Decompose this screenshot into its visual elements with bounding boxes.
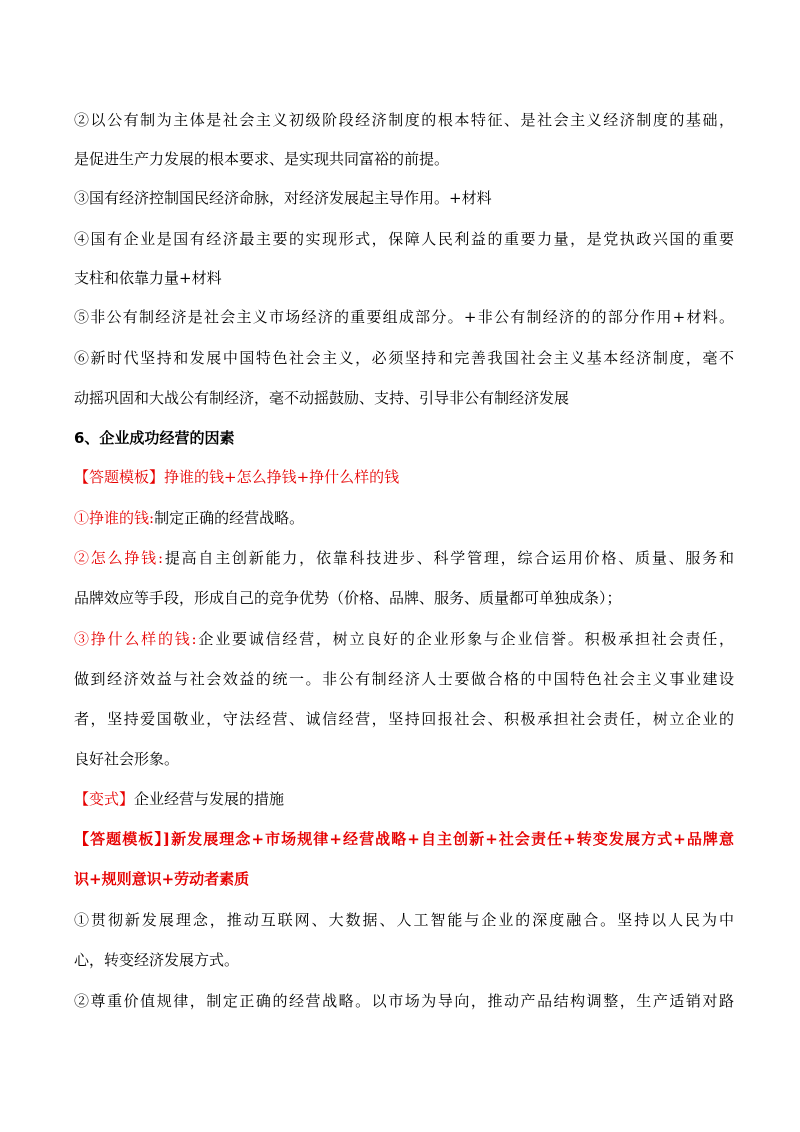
paragraph-4-line-1: ④国有企业是国有经济最主要的实现形式，保障人民利益的重要力量，是党执政兴国的重要 — [74, 230, 734, 248]
variant-line — [74, 789, 734, 809]
item-1-text: 制定正确的经营战略。 — [154, 509, 305, 527]
item-1-label: ①挣谁的钱: — [74, 509, 155, 527]
answer-template-2-line-1: 【答题模板】]新发展理念+市场规律+经营战略+自主创新+社会责任+转变发展方式+品牌意 — [74, 830, 734, 848]
item-2-label: ②怎么挣钱: — [74, 549, 164, 567]
measure-1-line-1: ①贯彻新发展理念，推动互联网、大数据、人工智能与企业的深度融合。坚持以人民为中 — [74, 911, 734, 929]
measure-1-line-2: 心，转变经济发展方式。 — [74, 951, 240, 969]
paragraph-4-line-2: 支柱和依靠力量+材料 — [74, 269, 222, 287]
item-2-line-2: 品牌效应等手段，形成自己的竞争优势（价格、品牌、服务、质量都可单独成条）； — [74, 589, 622, 607]
paragraph-5-line-1: ⑤非公有制经济是社会主义市场经济的重要组成部分。+非公有制经济的的部分作用+材料。 — [74, 308, 734, 326]
answer-template-1-text: 挣谁的钱+怎么挣钱+挣什么样的钱 — [164, 468, 400, 486]
item-3-text-1: 企业要诚信经营，树立良好的企业形象与企业信誉。积极承担社会责任， — [196, 630, 734, 648]
item-2-text-1: 提高自主创新能力，依靠科技进步、科学管理，综合运用价格、质量、服务和 — [163, 549, 734, 567]
paragraph-6-line-2: 动摇巩固和大战公有制经济，毫不动摇鼓励、支持、引导非公有制经济发展 — [74, 389, 570, 407]
item-3-line-1 — [74, 629, 734, 649]
item-3-label: ③挣什么样的钱: — [74, 630, 197, 648]
item-3-line-3: 者，坚持爱国敬业，守法经营、诚信经营，坚持回报社会、积极承担社会责任，树立企业的 — [74, 710, 734, 728]
answer-template-1 — [74, 467, 734, 487]
answer-template-2-line-2: 识+规则意识+劳动者素质 — [74, 870, 250, 888]
item-1 — [74, 508, 734, 528]
variant-text: 企业经营与发展的措施 — [134, 790, 285, 808]
paragraph-3-line-1: ③国有经济控制国民经济命脉，对经济发展起主导作用。+材料 — [74, 189, 492, 207]
variant-label: 【变式】 — [74, 790, 135, 808]
item-3-line-4: 良好社会形象。 — [74, 750, 180, 768]
measure-2-line-1: ②尊重价值规律，制定正确的经营战略。以市场为导向，推动产品结构调整，生产适销对路 — [74, 992, 734, 1010]
paragraph-2-line-1: ②以公有制为主体是社会主义初级阶段经济制度的根本特征、是社会主义经济制度的基础， — [74, 111, 734, 129]
item-2-line-1 — [74, 548, 734, 568]
paragraph-2-line-2: 是促进生产力发展的根本要求、是实现共同富裕的前提。 — [74, 150, 450, 168]
item-3-line-2: 做到经济效益与社会效益的统一。非公有制经济人士要做合格的中国特色社会主义事业建设 — [74, 670, 734, 688]
answer-template-1-label: 【答题模板】 — [74, 468, 165, 486]
paragraph-6-line-1: ⑥新时代坚持和发展中国特色社会主义，必须坚持和完善我国社会主义基本经济制度，毫不 — [74, 349, 734, 367]
section-6-heading: 6、企业成功经营的因素 — [74, 429, 235, 447]
